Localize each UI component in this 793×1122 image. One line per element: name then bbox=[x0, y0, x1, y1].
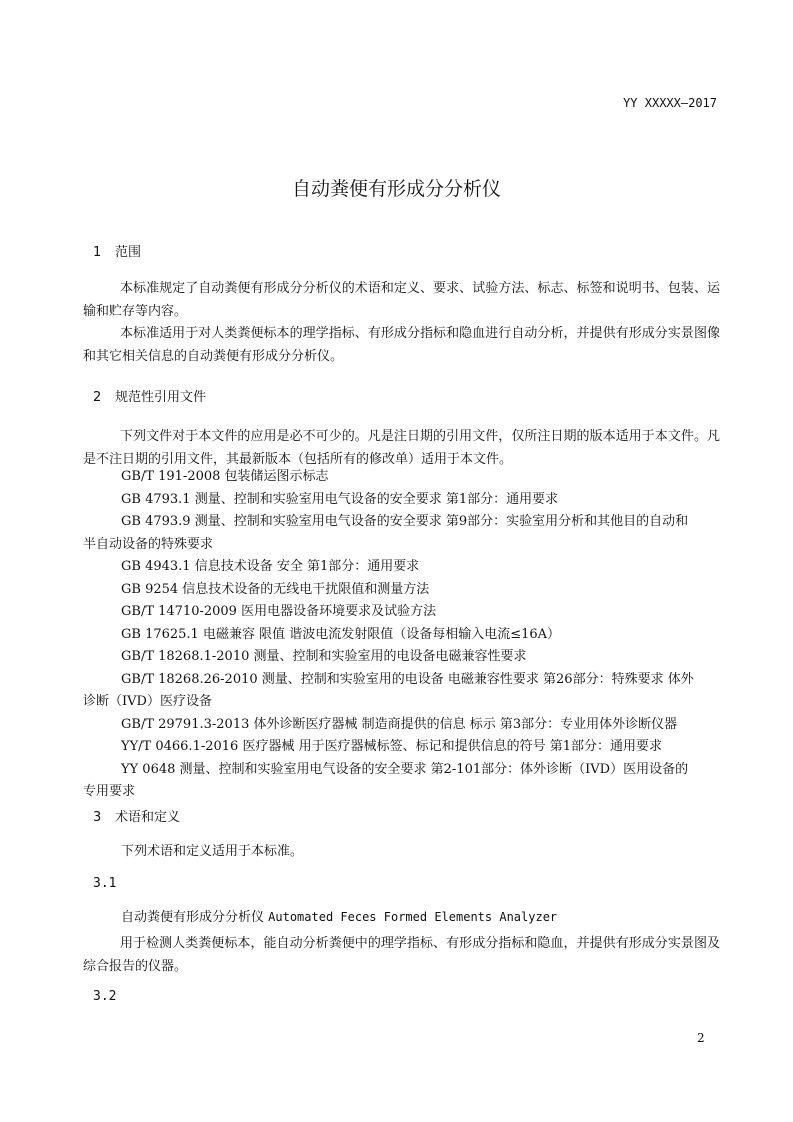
reference-item-continuation: 专用要求 bbox=[83, 784, 136, 799]
term-english: Automated Feces Formed Elements Analyzer bbox=[268, 910, 558, 924]
section-3-heading bbox=[93, 806, 180, 825]
reference-item: GB/T 14710-2009 医用电器设备环境要求及试验方法 bbox=[121, 604, 437, 619]
section-2-heading bbox=[93, 386, 206, 405]
reference-item: GB 4943.1 信息技术设备 安全 第1部分：通用要求 bbox=[121, 559, 420, 574]
reference-item: GB 17625.1 电磁兼容 限值 谐波电流发射限值（设备每相输入电流≤16A） bbox=[121, 627, 561, 642]
reference-item: GB 9254 信息技术设备的无线电干扰限值和测量方法 bbox=[121, 582, 430, 597]
reference-item-continuation: 诊断（IVD）医疗设备 bbox=[83, 694, 212, 709]
section-3-number: 3 bbox=[93, 810, 102, 825]
clause-3-2-number: 3.2 bbox=[93, 989, 117, 1004]
reference-item: GB 4793.1 测量、控制和实验室用电气设备的安全要求 第1部分：通用要求 bbox=[121, 492, 559, 507]
section-1-heading bbox=[93, 241, 141, 260]
section-2-number: 2 bbox=[93, 390, 102, 405]
references-intro: 下列文件对于本文件的应用是必不可少的。凡是注日期的引用文件，仅所注日期的版本适用于本文件。凡是不注日期的引用文件，其最新版本（包括所有的修改单）适用于本文件。 bbox=[83, 429, 720, 467]
reference-item: GB/T 29791.3-2013 体外诊断医疗器械 制造商提供的信息 标示 第3部分：专业用体外诊断仪器 bbox=[121, 717, 678, 732]
section-3-title: 术语和定义 bbox=[115, 810, 181, 825]
section-1-number: 1 bbox=[93, 245, 102, 260]
term-definition: 用于检测人类粪便标本，能自动分析粪便中的理学指标、有形成分指标和隐血，并提供有形成分实景图及综合报告的仪器。 bbox=[83, 936, 720, 974]
document-code: YY XXXXX—2017 bbox=[623, 96, 717, 110]
scope-paragraph-2: 本标准适用于对人类粪便标本的理学指标、有形成分指标和隐血进行自动分析，并提供有形成分实景图像和其它相关信息的自动粪便有形成分分析仪。 bbox=[83, 326, 720, 364]
scope-paragraph-1: 本标准规定了自动粪便有形成分分析仪的术语和定义、要求、试验方法、标志、标签和说明书、包装、运输和贮存等内容。 bbox=[83, 281, 720, 319]
reference-item: YY 0648 测量、控制和实验室用电气设备的安全要求 第2-101部分：体外诊断（IVD）医用设备的 bbox=[121, 762, 689, 777]
section-1-title: 范围 bbox=[115, 245, 142, 260]
terms-intro: 下列术语和定义适用于本标准。 bbox=[121, 844, 304, 859]
page-number: 2 bbox=[697, 1031, 705, 1045]
section-2-title: 规范性引用文件 bbox=[115, 390, 207, 405]
reference-item: YY/T 0466.1-2016 医疗器械 用于医疗器械标签、标记和提供信息的符号 第1部分：通用要求 bbox=[121, 739, 662, 754]
clause-3-1-number: 3.1 bbox=[93, 876, 117, 891]
term-chinese: 自动粪便有形成分分析仪 bbox=[121, 910, 265, 925]
term-entry bbox=[121, 906, 557, 925]
reference-item: GB/T 18268.1-2010 测量、控制和实验室用的电设备电磁兼容性要求 bbox=[121, 649, 527, 664]
reference-item: GB/T 191-2008 包装储运图示标志 bbox=[121, 469, 329, 484]
reference-item: GB/T 18268.26-2010 测量、控制和实验室用的电设备 电磁兼容性要求 第26部分：特殊要求 体外 bbox=[121, 672, 694, 687]
reference-item-continuation: 半自动设备的特殊要求 bbox=[83, 537, 214, 552]
document-title: 自动粪便有形成分分析仪 bbox=[291, 178, 501, 200]
reference-item: GB 4793.9 测量、控制和实验室用电气设备的安全要求 第9部分：实验室用分析和其他目的自动和 bbox=[121, 514, 689, 529]
